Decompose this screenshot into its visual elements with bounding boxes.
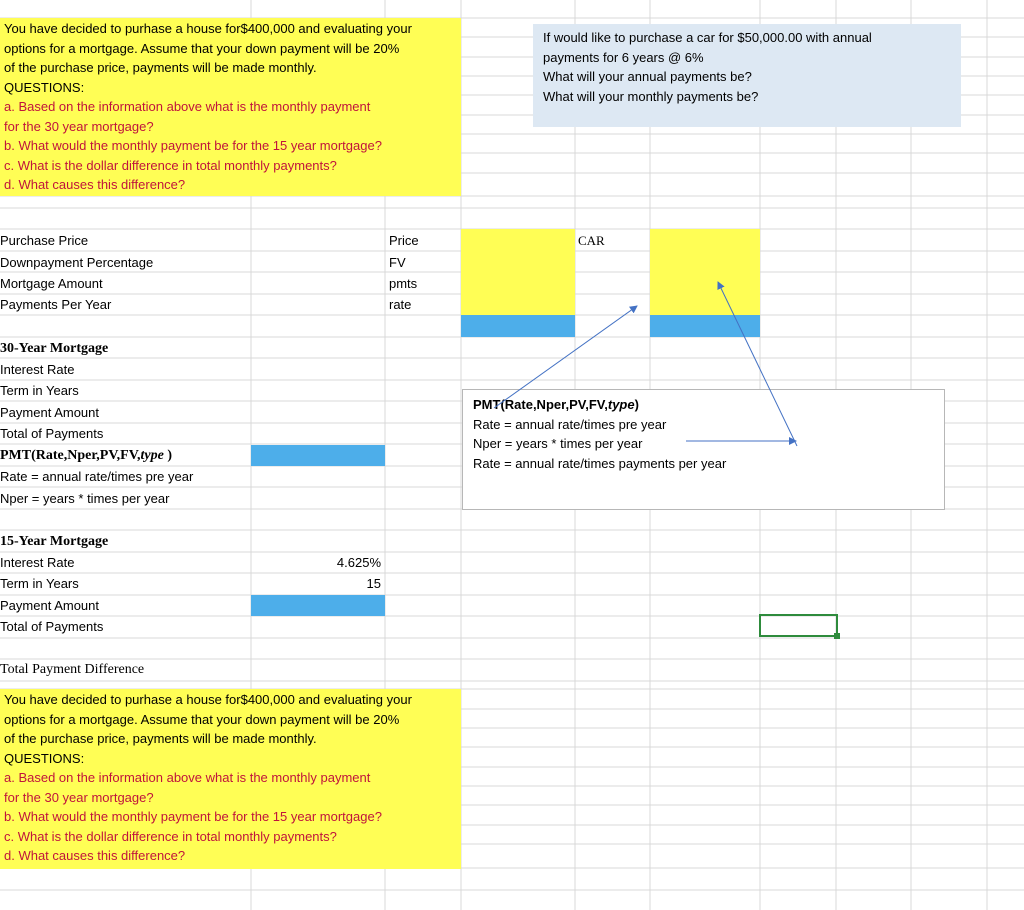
term-15-value[interactable]: 15 [366, 576, 381, 591]
label-interest-rate-15: Interest Rate [0, 555, 75, 570]
question-a-1: a. Based on the information above what is the monthly payment [4, 99, 371, 114]
label-purchase-price: Purchase Price [0, 233, 89, 248]
question-a-1: a. Based on the information above what is the monthly payment [4, 770, 371, 785]
label-payments-per-year: Payments Per Year [0, 297, 112, 312]
label-term-30: Term in Years [0, 383, 79, 398]
label-total-30: Total of Payments [0, 426, 104, 441]
mortgage-15-title: 15-Year Mortgage [0, 534, 109, 549]
question-intro-3: of the purchase price, payments will be made monthly. [4, 731, 317, 746]
rate-note-30: Rate = annual rate/times pre year [0, 469, 194, 484]
nper-note-30: Nper = years * times per year [0, 491, 170, 506]
label-mortgage-amount: Mortgage Amount [0, 276, 103, 291]
fill-handle[interactable] [834, 633, 840, 639]
pmt-note-nper: Nper = years * times per year [473, 436, 643, 451]
question-b: b. What would the monthly payment be for the 15 year mortgage? [4, 138, 382, 153]
pmt-note-rate-payments: Rate = annual rate/times payments per year [473, 455, 727, 471]
interest-rate-15-value[interactable]: 4.625% [336, 555, 381, 570]
label-payment-30: Payment Amount [0, 405, 99, 420]
car-problem-line-1: If would like to purchase a car for $50,000.00 with annual [543, 30, 872, 45]
car-problem-line-3: What will your annual payments be? [543, 69, 752, 84]
label-car: CAR [578, 233, 605, 248]
question-c: c. What is the dollar difference in total monthly payments? [4, 157, 337, 173]
pmt-note-rate: Rate = annual rate/times pre year [473, 416, 667, 432]
label-pmts: pmts [389, 276, 418, 291]
label-payment-15: Payment Amount [0, 598, 99, 613]
arrow-to-car-cell-2 [718, 282, 797, 446]
label-downpayment-pct: Downpayment Percentage [0, 255, 154, 270]
question-intro-1: You have decided to purhase a house for$400,000 and evaluating your [4, 21, 412, 36]
question-d: d. What causes this difference? [4, 177, 186, 192]
questions-heading: QUESTIONS: [4, 750, 85, 766]
label-rate: rate [389, 297, 412, 312]
label-term-15: Term in Years [0, 576, 79, 591]
question-intro-3: of the purchase price, payments will be made monthly. [4, 60, 317, 75]
question-a-2: for the 30 year mortgage? [4, 118, 154, 134]
label-price: Price [389, 233, 419, 248]
question-intro-1: You have decided to purhase a house for$400,000 and evaluating your [4, 692, 412, 707]
question-a-2: for the 30 year mortgage? [4, 789, 154, 805]
car-problem-line-2: payments for 6 years @ 6% [543, 49, 704, 65]
arrow-to-car-cell-1 [494, 306, 637, 408]
questions-heading: QUESTIONS: [4, 79, 85, 95]
label-fv: FV [389, 255, 406, 270]
label-interest-rate-30: Interest Rate [0, 362, 75, 377]
pmt-note-formula: PMT(Rate,Nper,PV,FV,type) [473, 397, 639, 412]
label-total-15: Total of Payments [0, 619, 104, 634]
pmt-formula-label: PMT(Rate,Nper,PV,FV,type ) [0, 448, 173, 463]
question-d: d. What causes this difference? [4, 848, 186, 863]
question-intro-2: options for a mortgage. Assume that your down payment will be 20% [4, 711, 400, 727]
question-b: b. What would the monthly payment be for the 15 year mortgage? [4, 809, 382, 824]
total-payment-difference-label: Total Payment Difference [0, 662, 145, 677]
question-intro-2: options for a mortgage. Assume that your down payment will be 20% [4, 40, 400, 56]
question-c: c. What is the dollar difference in total monthly payments? [4, 828, 337, 844]
active-cell-selection[interactable] [759, 614, 838, 637]
car-problem-line-4: What will your monthly payments be? [543, 88, 759, 104]
mortgage-30-title: 30-Year Mortgage [0, 341, 109, 356]
